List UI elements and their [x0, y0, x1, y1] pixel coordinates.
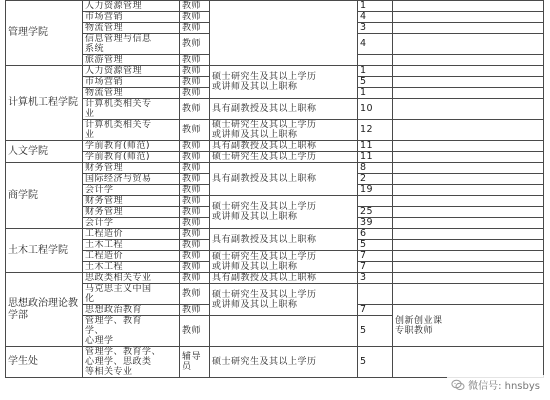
req-line: 硕士研究生及其以上学历: [212, 251, 317, 262]
remark-cell: [393, 77, 544, 88]
quantity-cell: 4: [358, 12, 393, 23]
requirement-cell: [210, 152, 358, 163]
major-cell: [83, 273, 180, 284]
remark-cell: [393, 284, 544, 305]
post-cell: 教师: [180, 141, 210, 152]
major-cell: [83, 185, 180, 196]
major-cell: [83, 152, 180, 163]
watermark-text: 微信号: hnsbys: [468, 381, 540, 392]
major-line: 财务管理: [85, 196, 124, 206]
table-row: [6, 284, 544, 305]
major-cell: [83, 240, 180, 251]
req-line: 硕士研究生及其以上学历: [212, 152, 317, 162]
department-cell: 人文学院: [6, 141, 83, 163]
wechat-icon: [451, 378, 465, 392]
requirement-cell: [210, 347, 358, 378]
post-cell: 教师: [180, 185, 210, 196]
major-cell: [83, 262, 180, 273]
table-row: [6, 273, 544, 284]
req-line: 或讲师及其以上职称: [212, 82, 298, 92]
post-cell: 教师: [180, 218, 210, 229]
table-row: [6, 347, 544, 378]
remark-cell: [393, 273, 544, 284]
remark-cell: [393, 163, 544, 174]
major-cell: [83, 207, 180, 218]
department-cell: 商学院: [6, 163, 83, 229]
remark-cell: [393, 196, 544, 207]
major-line: 马克思主义中国: [85, 284, 152, 294]
major-line: 财务管理: [85, 163, 124, 173]
post-cell: 教师: [180, 316, 210, 347]
quantity-cell: 11: [358, 152, 393, 163]
major-cell: [83, 99, 180, 120]
post-cell: 教师: [180, 1, 210, 12]
major-line: 计算机类相关专: [85, 99, 152, 109]
major-cell: [83, 284, 180, 305]
post-cell: 教师: [180, 55, 210, 66]
major-line: 人力资源管理: [85, 1, 143, 11]
remark-cell: [393, 262, 544, 273]
post-cell: 教师: [180, 174, 210, 185]
major-line: 心理学、思政类: [85, 357, 152, 367]
quantity-cell: 10: [358, 99, 393, 120]
major-line: 工程造价: [85, 229, 124, 239]
req-line: 具有副教授及其以上职称: [212, 234, 317, 245]
major-cell: [83, 1, 180, 12]
remark-cell: [393, 185, 544, 196]
req-line: 硕士研究生及其以上学历: [212, 202, 317, 212]
major-line: 市场营销: [85, 12, 124, 22]
quantity-cell: 19: [358, 185, 393, 196]
remark-cell: [393, 347, 544, 378]
req-line: 硕士研究生及其以上学历: [212, 120, 317, 130]
requirement-cell: [210, 99, 358, 120]
quantity-cell: 7: [358, 262, 393, 273]
remark-cell: [393, 240, 544, 251]
table-row: [6, 99, 544, 120]
post-cell: 辅导员: [180, 347, 210, 378]
post-cell: 教师: [180, 262, 210, 273]
quantity-cell: 5: [358, 77, 393, 88]
major-line: 旅游管理: [85, 55, 124, 65]
quantity-cell: 1: [358, 66, 393, 77]
major-cell: [83, 316, 180, 347]
major-line: 会计学: [85, 185, 114, 195]
major-line: 业: [85, 130, 95, 140]
major-cell: [83, 218, 180, 229]
major-cell: [83, 23, 180, 34]
major-cell: [83, 55, 180, 66]
major-line: 会计学: [85, 218, 114, 228]
quantity-cell: 1: [358, 1, 393, 12]
requirement-cell: [210, 141, 358, 152]
major-line: 国际经济与贸易: [85, 174, 152, 184]
major-cell: [83, 120, 180, 141]
major-line: 化: [85, 294, 95, 304]
remark-cell: 创新创业课 专职教师: [393, 305, 544, 347]
department-cell: 土木工程学院: [6, 229, 83, 273]
req-line: 或讲师及其以上职称: [212, 212, 298, 222]
major-cell: [83, 229, 180, 240]
recruitment-table-container: [5, 0, 543, 378]
quantity-cell: 25: [358, 207, 393, 218]
remark-cell: [393, 99, 544, 120]
post-cell: 教师: [180, 305, 210, 316]
table-row: [6, 120, 544, 141]
quantity-cell: 39: [358, 218, 393, 229]
major-cell: [83, 163, 180, 174]
major-line: 管理学、教育: [85, 316, 143, 326]
table-row: [6, 66, 544, 77]
remark-cell: [393, 218, 544, 229]
post-cell: 教师: [180, 240, 210, 251]
remark-cell: [393, 34, 544, 55]
major-line: 人力资源管理: [85, 66, 143, 76]
major-line: 工程造价: [85, 251, 124, 261]
quantity-cell: 3: [358, 273, 393, 284]
requirement-cell: [210, 120, 358, 141]
major-line: 业: [85, 109, 95, 119]
major-line: 土木工程: [85, 262, 124, 272]
quantity-cell: 2: [358, 174, 393, 185]
req-line: 具有副教授及其以上职称: [212, 141, 317, 151]
quantity-cell: 3: [358, 23, 393, 34]
major-line: 学、: [85, 326, 105, 336]
table-row: [6, 196, 544, 207]
department-cell: 学生处: [6, 347, 83, 378]
major-line: 思政类相关专业: [85, 273, 152, 283]
quantity-cell: 4: [358, 34, 393, 55]
major-line: 心理学: [85, 336, 114, 346]
major-line: 土木工程: [85, 240, 124, 250]
quantity-cell: 5: [358, 347, 393, 378]
requirement-cell: [210, 284, 358, 316]
major-line: 信息管理与信息: [85, 34, 152, 44]
recruitment-table: [5, 0, 544, 378]
major-line: 等相关专业: [85, 367, 133, 377]
table-row: [6, 251, 544, 262]
quantity-cell: 1: [358, 88, 393, 99]
requirement-cell: [210, 273, 358, 284]
req-line: 具有副教授及其以上职称: [212, 104, 317, 114]
post-cell: 教师: [180, 66, 210, 77]
quantity-cell: 7: [358, 251, 393, 262]
major-cell: [83, 251, 180, 262]
post-cell: 教师: [180, 152, 210, 163]
remark-cell: [393, 174, 544, 185]
major-cell: [83, 141, 180, 152]
quantity-cell: 8: [358, 163, 393, 174]
req-line: 具有副教授及其以上职称: [212, 174, 317, 184]
requirement-cell: [210, 196, 358, 229]
remark-cell: [393, 207, 544, 218]
major-line: 市场营销: [85, 77, 124, 87]
req-line: 或讲师及其以上职称: [212, 299, 298, 310]
major-line: 学前教育(师范): [85, 141, 151, 151]
quantity-cell: [358, 55, 393, 66]
quantity-cell: [358, 284, 393, 305]
remark-cell: [393, 141, 544, 152]
post-cell: 教师: [180, 12, 210, 23]
post-cell: 教师: [180, 120, 210, 141]
requirement-cell: [210, 251, 358, 273]
quantity-cell: 5: [358, 240, 393, 251]
department-cell: 管理学院: [6, 1, 83, 66]
remark-cell: [393, 88, 544, 99]
recruitment-table-body: [6, 1, 544, 378]
major-line: 物流管理: [85, 23, 124, 33]
req-line: 具有副教授及其以上职称: [212, 273, 317, 283]
major-line: 系统: [85, 44, 105, 54]
req-line: 硕士研究生及其以上学历: [212, 72, 317, 82]
post-cell: 教师: [180, 77, 210, 88]
remark-cell: [393, 1, 544, 12]
major-line: 计算机类相关专: [85, 120, 152, 130]
major-cell: [83, 196, 180, 207]
requirement-cell: [210, 163, 358, 196]
post-cell: 教师: [180, 207, 210, 218]
major-cell: [83, 347, 180, 378]
remark-cell: [393, 23, 544, 34]
table-row: [6, 152, 544, 163]
remark-cell: [393, 152, 544, 163]
major-line: 物流管理: [85, 88, 124, 98]
req-line: 或讲师及其以上职称: [212, 261, 298, 272]
quantity-cell: 11: [358, 141, 393, 152]
major-cell: [83, 34, 180, 55]
major-line: 管理学、教育学、: [85, 347, 162, 357]
post-cell: 教师: [180, 163, 210, 174]
major-cell: [83, 77, 180, 88]
remark-line: 专职教师: [395, 325, 434, 336]
major-cell: [83, 66, 180, 77]
post-cell: 教师: [180, 23, 210, 34]
remark-cell: [393, 251, 544, 262]
quantity-cell: 7: [358, 305, 393, 316]
remark-cell: [393, 55, 544, 66]
post-cell: 教师: [180, 273, 210, 284]
major-cell: [83, 88, 180, 99]
remark-cell: [393, 229, 544, 240]
table-row: [6, 141, 544, 152]
post-cell: 教师: [180, 229, 210, 240]
post-cell: 教师: [180, 284, 210, 305]
major-line: 思想政治教育: [85, 305, 143, 315]
post-cell: 教师: [180, 196, 210, 207]
req-line: 或讲师及其以上职称: [212, 130, 298, 140]
major-cell: [83, 12, 180, 23]
quantity-cell: 12: [358, 120, 393, 141]
major-line: 学前教育(师范): [85, 152, 151, 162]
req-line: 硕士研究生及其以上学历: [212, 289, 317, 300]
post-cell: 教师: [180, 34, 210, 55]
department-cell: 计算机工程学院: [6, 66, 83, 141]
post-cell: 教师: [180, 99, 210, 120]
quantity-cell: 5: [358, 316, 393, 347]
wechat-watermark: [447, 375, 544, 394]
remark-cell: [393, 66, 544, 77]
requirement-cell: [210, 1, 358, 66]
major-cell: [83, 174, 180, 185]
remark-cell: [393, 120, 544, 141]
req-line: 硕士研究生及其以上学历: [212, 357, 317, 367]
quantity-cell: 6: [358, 229, 393, 240]
post-cell: 教师: [180, 251, 210, 262]
post-cell: 教师: [180, 88, 210, 99]
requirement-cell: [210, 66, 358, 99]
requirement-cell: [210, 316, 358, 347]
table-row: [6, 1, 544, 12]
quantity-cell: [358, 196, 393, 207]
remark-cell: [393, 12, 544, 23]
requirement-cell: [210, 229, 358, 251]
department-cell: 思想政治理论教学部: [6, 273, 83, 347]
major-cell: [83, 305, 180, 316]
table-row: [6, 229, 544, 240]
major-line: 财务管理: [85, 207, 124, 217]
table-row: [6, 163, 544, 174]
